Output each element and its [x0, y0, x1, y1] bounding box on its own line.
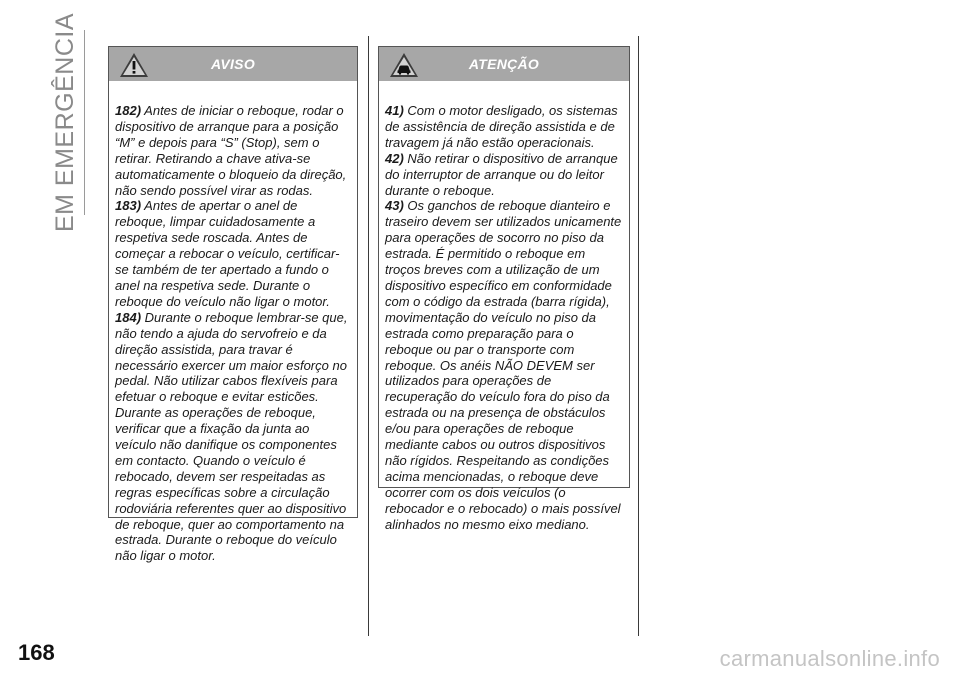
note-text: Durante o reboque lembrar-se que, não tendo a ajuda do servofreio e da direção assistida, para travar é necessário exercer um maior esforço no pedal. Não utilizar cabos flexíveis para efetuar o reboque e evitar esticões. Durante as operações de reboque, verificar que a fixação da junta ao veículo não danifique os componentes em contacto. Quando o veículo é rebocado, devem ser respeitadas as regras específicas sobre a circulação rodoviária referentes quer ao dispositivo de reboque, quer ao comportamento na estrada. Durante o reboque do veículo não ligar o motor. [115, 309, 348, 564]
section-side-tab [51, 12, 80, 233]
note-number: 182) [115, 103, 142, 118]
aviso-paragraph [115, 103, 351, 198]
aviso-paragraph [115, 198, 351, 309]
atencao-paragraph [385, 103, 623, 151]
note-number: 41) [385, 103, 404, 118]
aviso-body [109, 81, 357, 572]
note-text: Com o motor desligado, os sistemas de assistência de direção assistida e de travagem já não estão operacionais. [385, 103, 618, 150]
column-divider-center [368, 36, 369, 636]
watermark: carmanualsonline.info [719, 646, 940, 671]
aviso-title: AVISO [210, 56, 256, 72]
note-number: 42) [385, 150, 404, 166]
note-number: 184) [115, 309, 142, 325]
aviso-box [108, 46, 358, 564]
note-number: 43) [385, 198, 404, 214]
page-number: 168 [18, 640, 55, 665]
note-number: 183) [115, 198, 142, 214]
aviso-header [109, 47, 357, 81]
atencao-header [379, 47, 629, 81]
warning-triangle-icon [119, 52, 149, 78]
aviso-paragraph [115, 310, 351, 565]
atencao-paragraph [385, 151, 623, 199]
note-text: Os ganchos de reboque dianteiro e traseiro devem ser utilizados unicamente para operações de socorro no piso da estrada. É permitido o reboque em troços breves com a utilização de um dispositivo específico em conformidade com o código da estrada (barra rígida), movimentação do veículo no piso da estrada como preparação para o reboque ou par o transporte com reboque. Os anéis NÃO DEVEM ser utilizados para operações de recuperação do veículo fora do piso da estrada ou na presença de obstáculos e/ou para operações de reboque mediante cabos ou outros dispositivos não rígidos. Respeitando as condições acima mencionadas, o reboque deve ocorrer com os dois veículos (o rebocador e o rebocado) o mais possível alinhados no mesmo eixo mediano. [385, 198, 622, 532]
side-tab-divider [84, 30, 85, 215]
atencao-body [379, 81, 629, 540]
note-text: Antes de apertar o anel de reboque, limpar cuidadosamente a respetiva sede roscada. Antes de começar a rebocar o veículo, certificar-se também de ter apertado a fundo o anel na respetiva sede. Durante o reboque do veículo não ligar o motor. [115, 198, 340, 309]
column-divider-right [638, 36, 639, 636]
atencao-box [378, 46, 630, 532]
atencao-paragraph [385, 198, 623, 532]
car-warning-triangle-icon [389, 52, 419, 78]
note-text: Antes de iniciar o reboque, rodar o dispositivo de arranque para a posição “M” e depois para “S” (Stop), sem o retirar. Retirando a chave ativa-se automaticamente o bloqueio da direção, não sendo possível virar as rodas. [115, 103, 347, 198]
atencao-title: ATENÇÃO [468, 56, 540, 72]
section-side-tab-label: EM EMERGÊNCIA [51, 12, 80, 233]
note-text: Não retirar o dispositivo de arranque do interruptor de arranque ou do leitor durante o reboque. [385, 150, 618, 198]
